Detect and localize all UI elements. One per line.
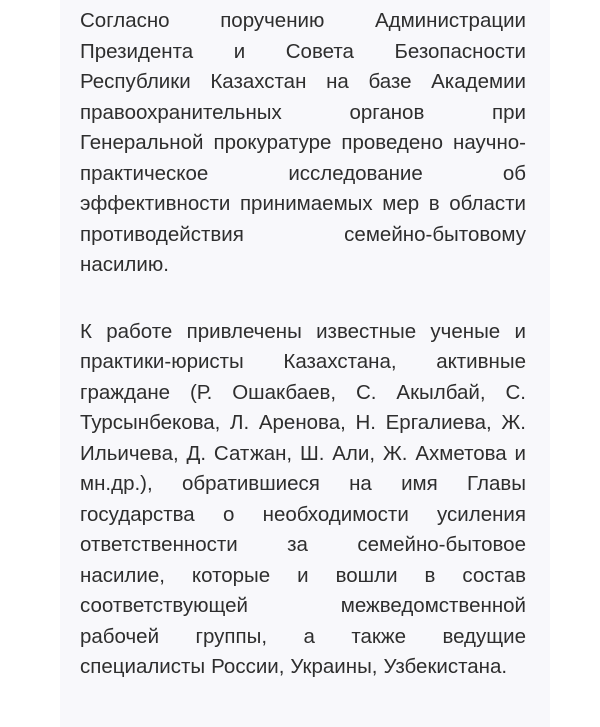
text-line bbox=[80, 561, 526, 592]
word: России, bbox=[211, 655, 285, 678]
word: поручению bbox=[220, 9, 325, 32]
word: об bbox=[502, 161, 526, 185]
word: научно- bbox=[453, 131, 526, 154]
word: Ильичева, bbox=[80, 441, 179, 465]
word: практики-юристы bbox=[80, 350, 244, 373]
article-body bbox=[80, 6, 526, 683]
text-line bbox=[80, 500, 526, 531]
word: усиления bbox=[437, 502, 526, 526]
text-line bbox=[80, 189, 526, 220]
text-line bbox=[80, 439, 526, 470]
word: рабочей bbox=[80, 624, 160, 648]
word: специалисты bbox=[80, 655, 206, 678]
word: привлечены bbox=[186, 319, 302, 343]
word: и bbox=[514, 319, 526, 343]
word: граждане bbox=[80, 380, 171, 404]
text-line bbox=[80, 622, 526, 653]
word: Турсынбекова, bbox=[80, 411, 221, 434]
paragraph-2 bbox=[80, 317, 526, 683]
word: Аренова, bbox=[258, 411, 346, 434]
word: Д. bbox=[186, 441, 207, 465]
word: межведомственной bbox=[340, 594, 526, 617]
word: которые bbox=[191, 563, 271, 587]
word: Ошакбаев, bbox=[232, 380, 337, 404]
word: К bbox=[80, 319, 92, 343]
word: а bbox=[303, 624, 315, 648]
word: Ж. bbox=[501, 411, 526, 434]
text-line bbox=[80, 347, 526, 378]
word: насилие, bbox=[80, 563, 165, 587]
word: Ергалиева, bbox=[385, 411, 492, 434]
word: группы, bbox=[195, 624, 268, 648]
word: соответствующей bbox=[80, 594, 248, 617]
word: обратившиеся bbox=[181, 472, 320, 495]
word: необходимости bbox=[262, 502, 409, 526]
word: эффективности bbox=[80, 192, 231, 215]
word: прокуратуре bbox=[213, 131, 332, 154]
word: имя bbox=[401, 472, 438, 495]
text-line bbox=[80, 128, 526, 159]
word: Сатжан, bbox=[213, 441, 293, 465]
word: вошли bbox=[335, 563, 398, 587]
text-line bbox=[80, 530, 526, 561]
paragraph-1 bbox=[80, 6, 526, 281]
word: исследование bbox=[288, 161, 423, 185]
word: области bbox=[449, 192, 526, 215]
word: и bbox=[297, 563, 309, 587]
word: Президента bbox=[80, 39, 194, 63]
word: Согласно bbox=[80, 9, 170, 32]
word: о bbox=[222, 502, 235, 526]
word: ученые bbox=[430, 319, 501, 343]
word: Республики bbox=[80, 70, 191, 93]
word: мн.др.), bbox=[80, 472, 153, 495]
word: С. bbox=[356, 380, 377, 404]
text-line bbox=[80, 378, 526, 409]
word: практическое bbox=[80, 161, 209, 185]
word: мер bbox=[382, 192, 420, 215]
word: и bbox=[233, 39, 246, 63]
text-line bbox=[80, 591, 526, 622]
word: Академии bbox=[431, 70, 526, 93]
word: Казахстана, bbox=[283, 350, 397, 373]
text-line bbox=[80, 67, 526, 98]
word: государства bbox=[80, 502, 195, 526]
word: Безопасности bbox=[394, 39, 526, 63]
word: Ж. bbox=[382, 441, 408, 465]
word: на bbox=[326, 70, 349, 93]
word: работе bbox=[106, 319, 173, 343]
text-line bbox=[80, 408, 526, 439]
word: и bbox=[514, 441, 526, 465]
word: органов bbox=[349, 100, 425, 124]
word: противодействия bbox=[80, 222, 244, 246]
text-line bbox=[80, 98, 526, 129]
word: известные bbox=[316, 319, 417, 343]
word: состав bbox=[462, 563, 526, 587]
word: Украины, bbox=[290, 655, 378, 678]
word: семейно-бытовому bbox=[344, 222, 526, 246]
word: Администрации bbox=[374, 9, 526, 32]
word: проведено bbox=[341, 131, 444, 154]
word: Узбекистана. bbox=[383, 655, 508, 678]
word: также bbox=[351, 624, 406, 648]
word: Совета bbox=[285, 39, 354, 63]
word: Казахстан bbox=[210, 70, 307, 93]
word: Л. bbox=[230, 411, 250, 434]
word: Н. bbox=[355, 411, 376, 434]
word: насилию. bbox=[80, 253, 169, 276]
word: принимаемых bbox=[239, 192, 373, 215]
word: семейно-бытовое bbox=[357, 533, 526, 556]
word: Ш. bbox=[299, 441, 325, 465]
word: Акылбай, bbox=[396, 380, 486, 404]
word: Али, bbox=[332, 441, 376, 465]
text-line bbox=[80, 220, 526, 251]
text-line bbox=[80, 317, 526, 348]
word: на bbox=[349, 472, 372, 495]
word: за bbox=[287, 533, 308, 556]
text-line bbox=[80, 652, 526, 683]
word: С. bbox=[505, 380, 526, 404]
word: (Р. bbox=[189, 380, 213, 404]
text-line bbox=[80, 6, 526, 37]
word: Ахметова bbox=[415, 441, 507, 465]
word: активные bbox=[436, 350, 526, 373]
word: в bbox=[424, 563, 436, 587]
word: правоохранительных bbox=[80, 100, 282, 124]
word: при bbox=[492, 100, 526, 124]
text-line bbox=[80, 469, 526, 500]
word: Главы bbox=[467, 472, 526, 495]
word: Генеральной bbox=[80, 131, 204, 154]
word: в bbox=[428, 192, 440, 215]
word: ведущие bbox=[442, 624, 526, 648]
text-line bbox=[80, 159, 526, 190]
text-line bbox=[80, 37, 526, 68]
paragraph-gap bbox=[80, 281, 526, 317]
word: ответственности bbox=[80, 533, 238, 556]
word: базе bbox=[368, 70, 412, 93]
text-line bbox=[80, 250, 526, 281]
